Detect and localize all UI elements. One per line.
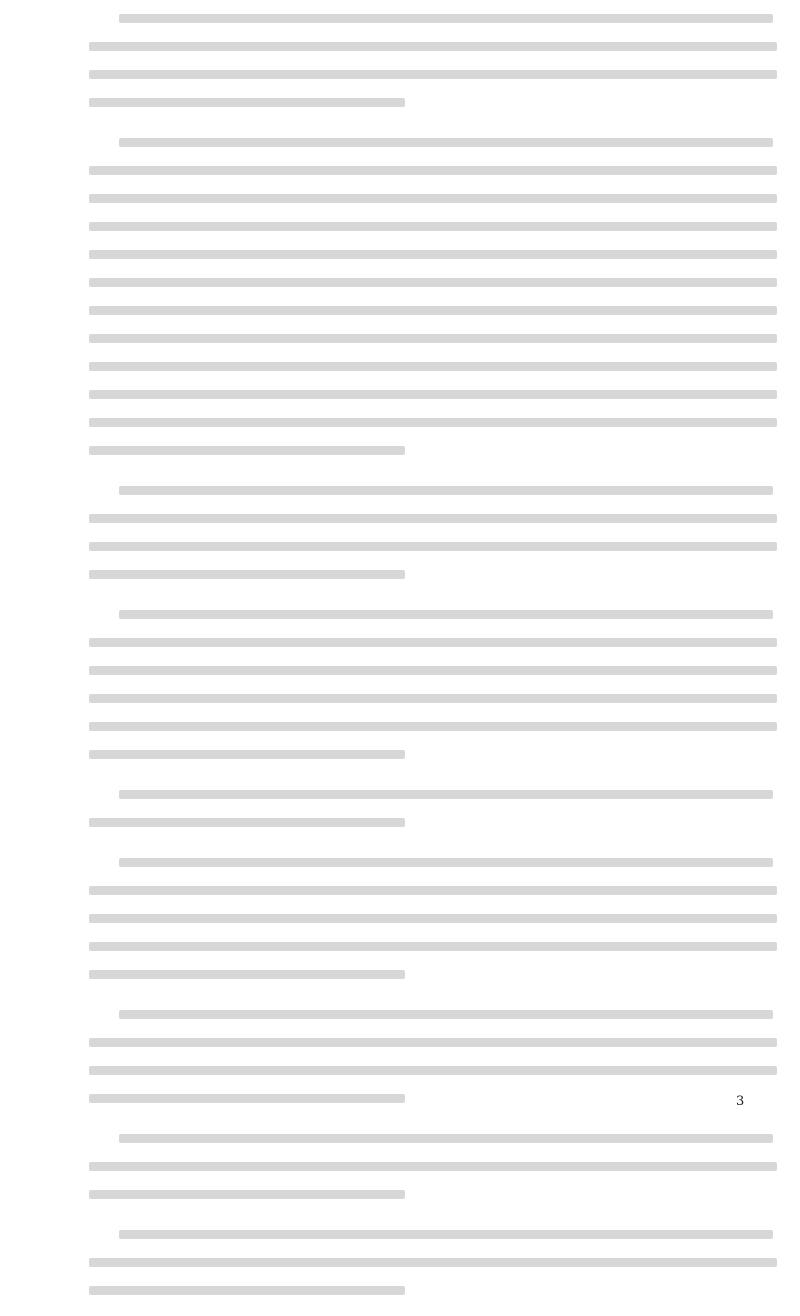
paragraph bbox=[60, 848, 748, 988]
text-line-placeholder bbox=[89, 1286, 405, 1295]
text-line-placeholder bbox=[89, 1162, 777, 1171]
text-line-placeholder bbox=[89, 390, 777, 399]
text-line-placeholder bbox=[89, 222, 777, 231]
text-line-placeholder bbox=[119, 486, 773, 495]
text-line-placeholder bbox=[89, 194, 777, 203]
text-line-placeholder bbox=[89, 166, 777, 175]
document-page bbox=[60, 4, 748, 1316]
text-line-placeholder bbox=[119, 790, 773, 799]
text-line-placeholder bbox=[89, 750, 405, 759]
text-line-placeholder bbox=[89, 418, 777, 427]
text-line-placeholder bbox=[89, 306, 777, 315]
paragraph bbox=[60, 128, 748, 464]
text-line-placeholder bbox=[89, 818, 405, 827]
text-line-placeholder bbox=[89, 446, 405, 455]
paragraph bbox=[60, 476, 748, 588]
text-line-placeholder bbox=[119, 14, 773, 23]
text-line-placeholder bbox=[119, 138, 773, 147]
text-line-placeholder bbox=[89, 278, 777, 287]
text-line-placeholder bbox=[89, 570, 405, 579]
text-line-placeholder bbox=[89, 1190, 405, 1199]
paragraph bbox=[60, 780, 748, 836]
text-line-placeholder bbox=[89, 98, 405, 107]
paragraph bbox=[60, 1124, 748, 1208]
text-line-placeholder bbox=[119, 610, 773, 619]
page-number: 3 bbox=[736, 1094, 745, 1109]
text-line-placeholder bbox=[89, 42, 777, 51]
paragraph bbox=[60, 1220, 748, 1304]
text-line-placeholder bbox=[119, 858, 773, 867]
text-line-placeholder bbox=[89, 886, 777, 895]
text-line-placeholder bbox=[119, 1230, 773, 1239]
text-line-placeholder bbox=[89, 1094, 405, 1103]
text-line-placeholder bbox=[89, 250, 777, 259]
text-line-placeholder bbox=[89, 942, 777, 951]
text-line-placeholder bbox=[89, 334, 777, 343]
text-line-placeholder bbox=[89, 362, 777, 371]
text-line-placeholder bbox=[89, 722, 777, 731]
text-line-placeholder bbox=[119, 1134, 773, 1143]
text-line-placeholder bbox=[119, 1010, 773, 1019]
text-line-placeholder bbox=[89, 694, 777, 703]
text-line-placeholder bbox=[89, 1258, 777, 1267]
text-line-placeholder bbox=[89, 542, 777, 551]
text-line-placeholder bbox=[89, 970, 405, 979]
text-line-placeholder bbox=[89, 1038, 777, 1047]
paragraph bbox=[60, 600, 748, 768]
text-line-placeholder bbox=[89, 1066, 777, 1075]
text-line-placeholder bbox=[89, 914, 777, 923]
paragraph bbox=[60, 1000, 748, 1112]
body-text bbox=[60, 4, 748, 1304]
text-line-placeholder bbox=[89, 70, 777, 79]
text-line-placeholder bbox=[89, 666, 777, 675]
text-line-placeholder bbox=[89, 514, 777, 523]
text-line-placeholder bbox=[89, 638, 777, 647]
paragraph bbox=[60, 4, 748, 116]
